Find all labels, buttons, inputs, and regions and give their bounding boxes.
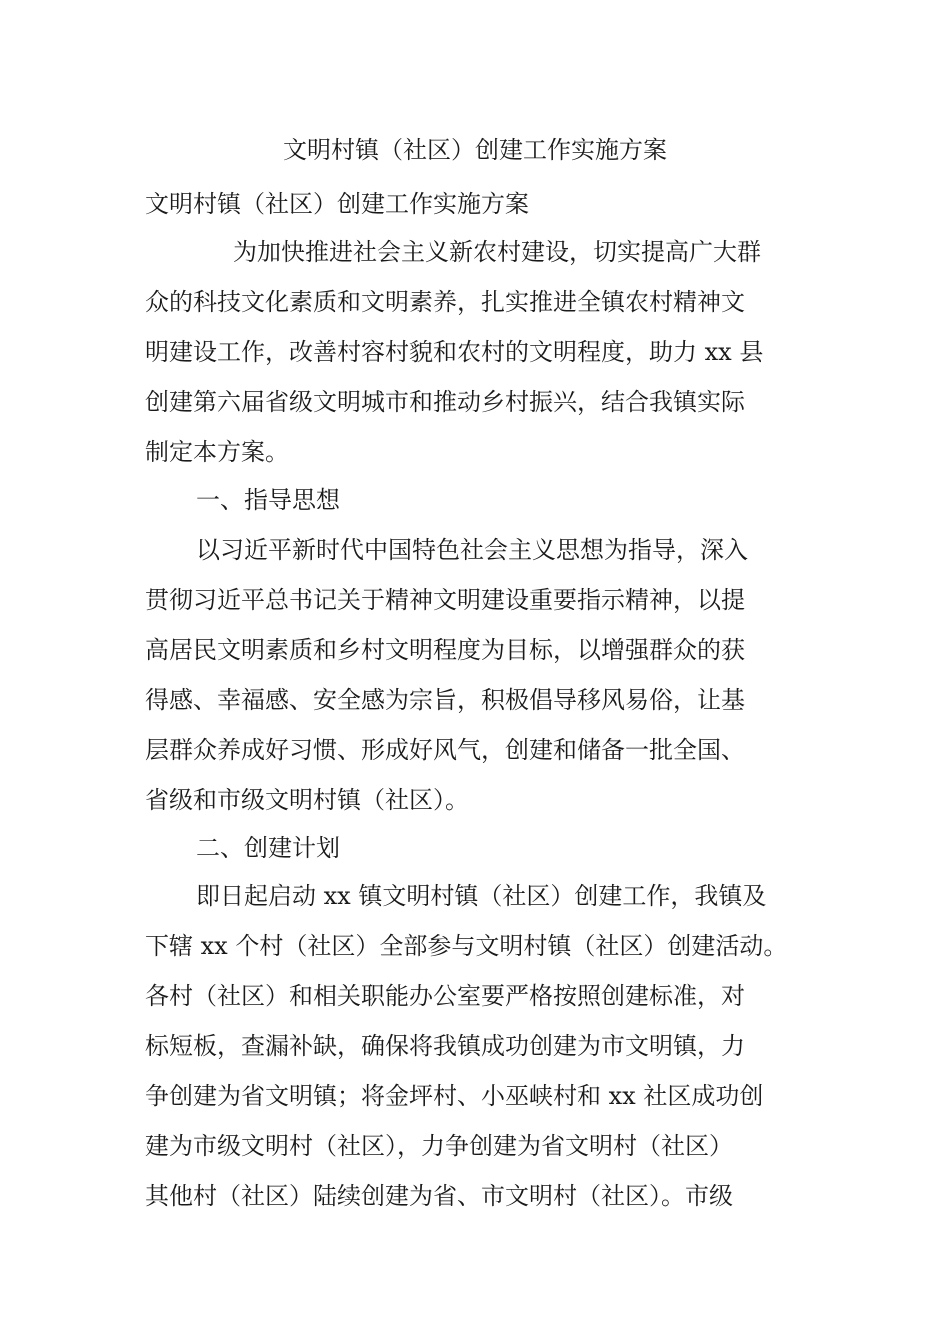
document-title: 文明村镇（社区）创建工作实施方案 [283,136,667,164]
section1-line-4: 得感、幸福感、安全感为宗旨，积极倡导移风易俗，让基 [145,686,745,714]
section1-line-2: 贯彻习近平总书记关于精神文明建设重要指示精神，以提 [145,586,745,614]
intro-line-5: 制定本方案。 [145,438,289,466]
section2-line-6: 建为市级文明村（社区），力争创建为省文明村（社区） [145,1132,733,1160]
document-subtitle: 文明村镇（社区）创建工作实施方案 [145,190,529,218]
section2-line-5: 争创建为省文明镇；将金坪村、小巫峡村和 xx 社区成功创 [145,1082,764,1110]
section1-line-3: 高居民文明素质和乡村文明程度为目标，以增强群众的获 [145,636,745,664]
section2-line-1: 即日起启动 xx 镇文明村镇（社区）创建工作，我镇及 [196,882,767,910]
section1-line-5: 层群众养成好习惯、形成好风气，创建和储备一批全国、 [145,736,745,764]
section2-line-7: 其他村（社区）陆续创建为省、市文明村（社区）。市级 [145,1182,733,1210]
section1-line-6: 省级和市级文明村镇（社区）。 [145,786,469,814]
section2-heading: 二、创建计划 [196,834,340,862]
section2-line-4: 标短板，查漏补缺，确保将我镇成功创建为市文明镇，力 [145,1032,745,1060]
section1-line-1: 以习近平新时代中国特色社会主义思想为指导，深入 [196,536,748,564]
section2-line-2: 下辖 xx 个村（社区）全部参与文明村镇（社区）创建活动。 [145,932,788,960]
intro-line-1: 为加快推进社会主义新农村建设，切实提高广大群 [233,238,761,266]
section1-heading: 一、指导思想 [196,486,340,514]
intro-line-2: 众的科技文化素质和文明素养，扎实推进全镇农村精神文 [145,288,745,316]
section2-line-3: 各村（社区）和相关职能办公室要严格按照创建标准，对 [145,982,745,1010]
intro-line-3: 明建设工作，改善村容村貌和农村的文明程度，助力 xx 县 [145,338,764,366]
intro-line-4: 创建第六届省级文明城市和推动乡村振兴，结合我镇实际 [145,388,745,416]
